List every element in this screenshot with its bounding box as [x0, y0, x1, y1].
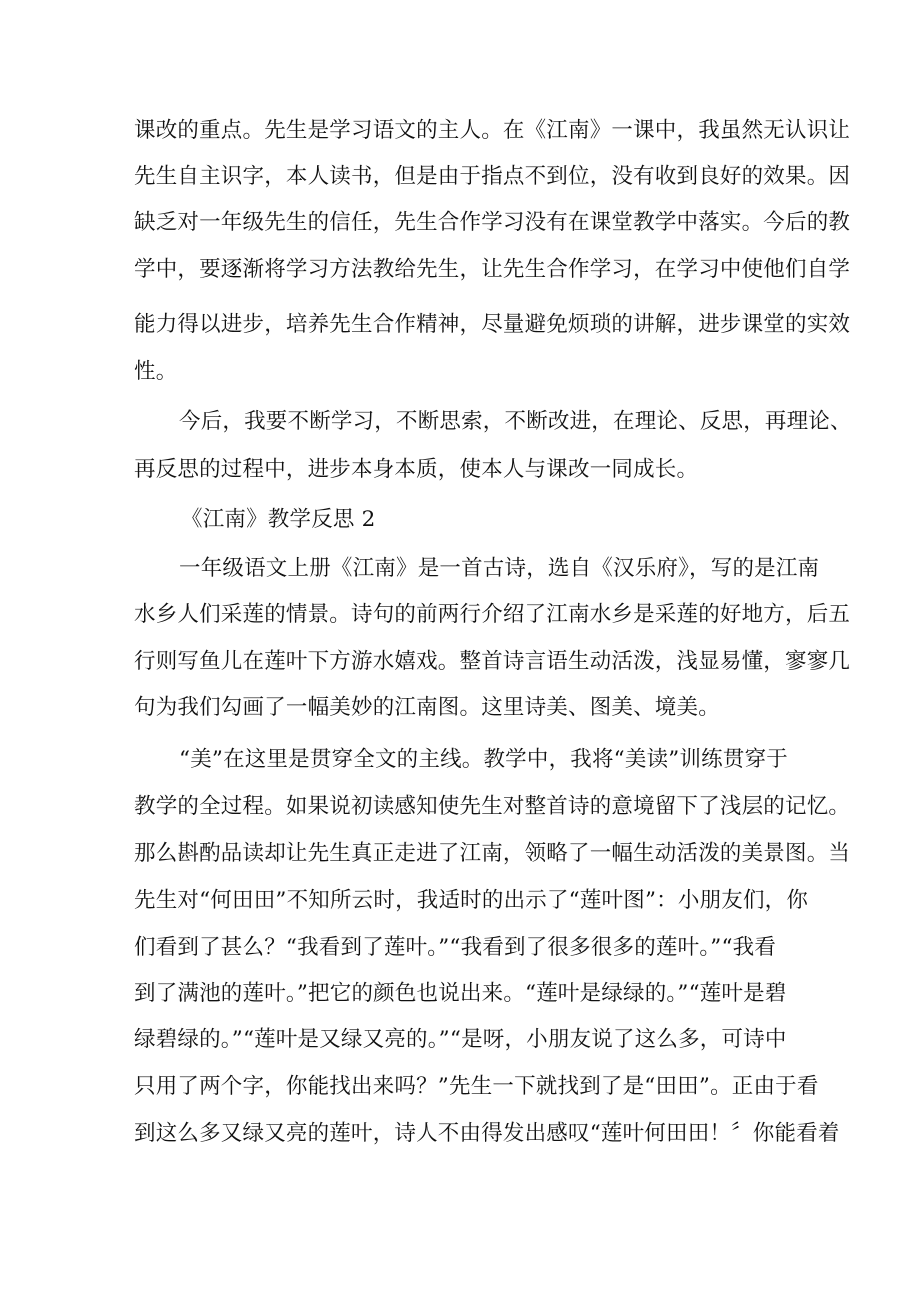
- paragraph-3-line-2: 水乡人们采莲的情景。诗句的前两行介绍了江南水乡是采莲的好地方，后五: [134, 602, 851, 627]
- paragraph-3-line-4: 句为我们勾画了一幅美妙的江南图。这里诗美、图美、境美。: [134, 695, 720, 720]
- paragraph-4-line-6: 到了满池的莲叶。”把它的颜色也说出来。“莲叶是绿绿的。”“莲叶是碧: [134, 981, 787, 1006]
- paragraph-1-line-3: 缺乏对一年级先生的信任，先生合作学习没有在课堂教学中落实。今后的教: [134, 210, 851, 235]
- paragraph-2-line-1: 今后，我要不断学习，不断思索，不断改进，在理论、反思，再理论、: [179, 409, 852, 434]
- paragraph-4-line-8: 只用了两个字，你能找出来吗？”先生一下就找到了是“田田”。正由于看: [134, 1074, 819, 1099]
- paragraph-4-line-7: 绿碧绿的。”“莲叶是又绿又亮的。”“是呀，小朋友说了这么多，可诗中: [134, 1027, 787, 1052]
- paragraph-4-line-2: 教学的全过程。如果说初读感知使先生对整首诗的意境留下了浅层的记忆。: [134, 794, 851, 819]
- paragraph-4-line-1: “美”在这里是贯穿全文的主线。教学中，我将“美读”训练贯穿于: [179, 747, 788, 772]
- paragraph-4-line-5: 们看到了甚么？“我看到了莲叶。”“我看到了很多很多的莲叶。”“我看: [134, 935, 777, 960]
- paragraph-4-line-4: 先生对“何田田”不知所云时，我适时的出示了“莲叶图”：小朋友们，你: [134, 888, 809, 913]
- paragraph-1-line-4: 学中，要逐渐将学习方法教给先生，让先生合作学习，在学习中使他们自学: [134, 257, 851, 282]
- paragraph-4-line-3: 那么斟酌品读却让先生真正走进了江南，领略了一幅生动活泼的美景图。当: [134, 841, 851, 866]
- paragraph-1-line-6: 性。: [134, 359, 178, 384]
- paragraph-4-line-9: 到这么多又绿又亮的莲叶，诗人不由得发出感叹“莲叶何田田！〞你能看着: [134, 1121, 840, 1146]
- paragraph-2-line-2: 再反思的过程中，进步本身本质，使本人与课改一同成长。: [134, 457, 699, 482]
- paragraph-1-line-5: 能力得以进步，培养先生合作精神，尽量避免烦琐的讲解，进步课堂的实效: [134, 312, 851, 337]
- paragraph-1-line-1: 课改的重点。先生是学习语文的主人。在《江南》一课中，我虽然无认识让: [134, 118, 851, 143]
- paragraph-3-line-1: 一年级语文上册《江南》是一首古诗，选自《汉乐府》，写的是江南: [179, 556, 820, 581]
- paragraph-1-line-2: 先生自主识字，本人读书，但是由于指点不到位，没有收到良好的效果。因: [134, 164, 851, 189]
- paragraph-3-line-3: 行则写鱼儿在莲叶下方游水嬉戏。整首诗言语生动活泼，浅显易懂，寥寥几: [134, 649, 851, 674]
- section-heading: 《江南》教学反思 2: [181, 507, 376, 532]
